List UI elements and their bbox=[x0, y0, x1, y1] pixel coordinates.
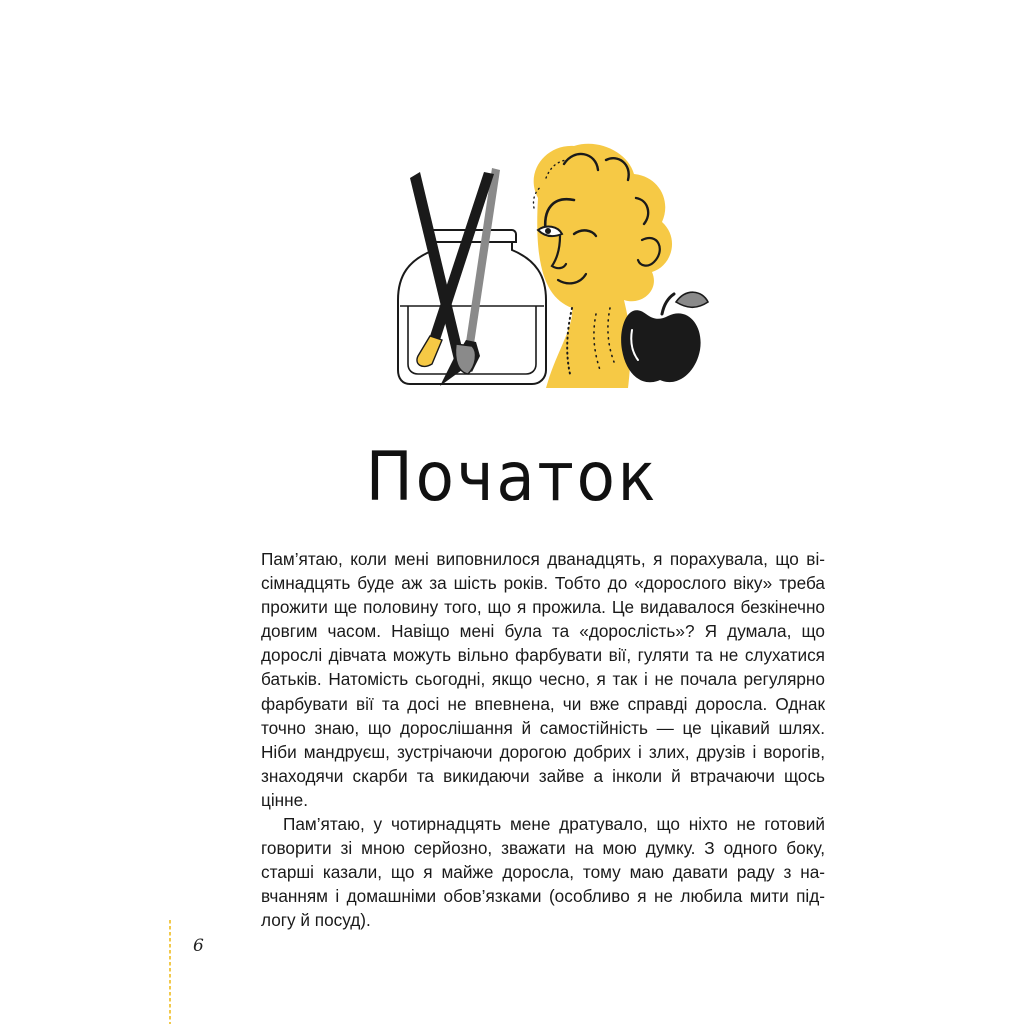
paragraph: Пам’ятаю, у чотирнадцять мене дратувало, що ніхто не готовий говорити зі мною серйозно, зважати на мою думку. З одного боку, старші казали, що я майже доросла, тому маю давати раду з навчанням і домашніми обов’язками (особливо я не любила мити підлогу й посуд). bbox=[261, 814, 825, 931]
chapter-title: Початок bbox=[365, 438, 659, 517]
paragraph: Пам’ятаю, коли мені виповнилося дванадцять, я порахувала, що вісімнадцять буде аж за шість років. Тобто до «дорослого віку» треба прожити ще половину того, що я прожила. Це видавалося безкінечно довгим часом. Навіщо мені була та «дорослість»? Я думала, що дорослі дівчата можуть вільно фарбувати вії, гуляти та не слухатися батьків. Натомість сьогодні, якщо чесно, я так і не почала регулярно фарбувати вії та досі не впевнена, чи вже справді доросла. Однак точно знаю, що дорослішання й самостійність — це цікавий шлях. Ніби мандруєш, зустрічаючи дорогою добрих і злих, друзів і ворогів, знаходячи скарби та викидаючи зайве а інколи й втрачаючи щось цінне. bbox=[261, 549, 825, 810]
chapter-illustration bbox=[396, 138, 712, 388]
page-number: 6 bbox=[193, 936, 204, 956]
apple-icon bbox=[621, 292, 708, 382]
body-text bbox=[261, 547, 825, 933]
page-edge-decoration bbox=[169, 920, 171, 1024]
